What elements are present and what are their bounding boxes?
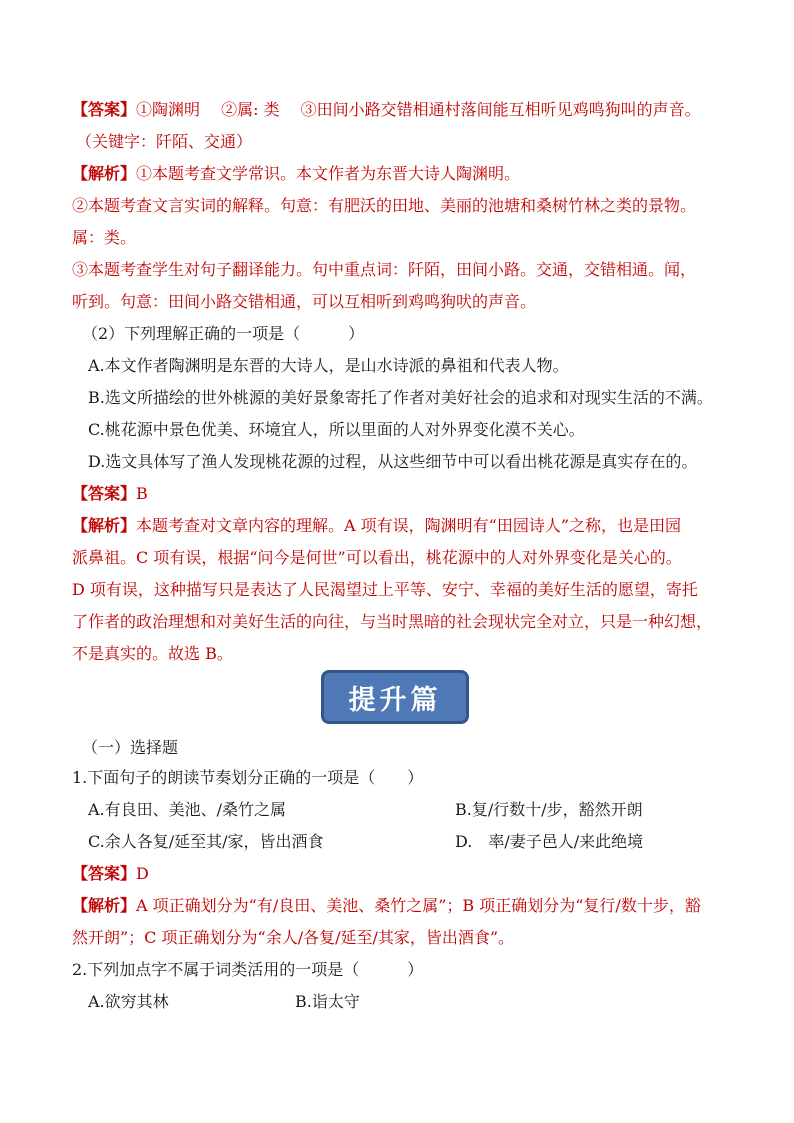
answer-line xyxy=(72,99,730,121)
analysis-line: 属：类。 xyxy=(72,228,137,247)
option-a: A.本文作者陶渊明是东晋的大诗人，是山水诗派的鼻祖和代表人物。 xyxy=(88,356,569,375)
analysis-tag: 【解析】 xyxy=(72,516,137,535)
analysis-line: 听到。句意：田间小路交错相通，可以互相听到鸡鸣狗吠的声音。 xyxy=(72,292,537,311)
option-d: D. 率/妻子邑人/来此绝境 xyxy=(455,832,644,851)
option-a: A.有良田、美池、/桑竹之属 xyxy=(88,800,287,819)
section-banner xyxy=(321,670,469,724)
answer-tag: 【答案】 xyxy=(72,864,137,883)
option-b: B.诣太守 xyxy=(295,992,360,1011)
banner-title: 提升篇 xyxy=(348,684,442,716)
answer-keywords: （关键字：阡陌、交通） xyxy=(76,132,253,151)
answer-tag: 【答案】 xyxy=(72,100,137,119)
question-stem: 2.下列加点字不属于词类活用的一项是（ ） xyxy=(72,960,424,979)
option-a: A.欲穷其林 xyxy=(88,992,169,1011)
analysis-tag: 【解析】 xyxy=(72,164,137,183)
analysis-line: 不是真实的。故选 B。 xyxy=(72,644,233,663)
analysis-line xyxy=(72,515,730,537)
answer-text: B xyxy=(136,484,148,503)
option-c: C.桃花源中景色优美、环境宜人，所以里面的人对外界变化漠不关心。 xyxy=(88,420,585,439)
option-row xyxy=(88,831,730,853)
analysis-line: ②本题考查文言实词的解释。句意：有肥沃的田地、美丽的池塘和桑树竹林之类的景物。 xyxy=(72,196,697,215)
analysis-line: ③本题考查学生对句子翻译能力。句中重点词：阡陌，田间小路。交通，交错相通。闻， xyxy=(72,260,697,279)
option-d: D.选文具体写了渔人发现桃花源的过程，从这些细节中可以看出桃花源是真实存在的。 xyxy=(88,452,698,471)
answer-tag: 【答案】 xyxy=(72,484,137,503)
option-b: B.选文所描绘的世外桃源的美好景象寄托了作者对美好社会的追求和对现实生活的不满。 xyxy=(88,388,713,407)
answer-line xyxy=(72,483,730,505)
answer-text: ①陶渊明 ②属: 类 ③田间小路交错相通村落间能互相听见鸡鸣狗叫的声音。 xyxy=(136,100,701,119)
analysis-line xyxy=(72,163,730,185)
analysis-tag: 【解析】 xyxy=(72,896,137,915)
option-row xyxy=(88,991,730,1013)
answer-text: D xyxy=(136,864,149,883)
analysis-text: A 项正确划分为“有/良田、美池、桑竹之属”；B 项正确划分为“复行/数十步，豁 xyxy=(136,896,701,915)
question-stem: （2）下列理解正确的一项是（ ） xyxy=(82,324,365,343)
analysis-line xyxy=(72,895,730,917)
option-b: B.复/行数十/步，豁然开朗 xyxy=(455,800,643,819)
analysis-line: 然开朗”；C 项正确划分为“余人/各复/延至/其家，皆出酒食”。 xyxy=(72,928,515,947)
section-heading: （一）选择题 xyxy=(82,738,179,757)
option-row xyxy=(88,799,730,821)
analysis-line: 了作者的政治理想和对美好生活的向往，与当时黑暗的社会现状完全对立，只是一种幻想， xyxy=(72,612,713,631)
analysis-text: ①本题考查文学常识。本文作者为东晋大诗人陶渊明。 xyxy=(136,164,521,183)
question-stem: 1.下面句子的朗读节奏划分正确的一项是（ ） xyxy=(72,768,424,787)
analysis-line: D 项有误，这种描写只是表达了人民渴望过上平等、安宁、幸福的美好生活的愿望，寄托 xyxy=(72,580,698,599)
analysis-line: 派鼻祖。C 项有误，根据“问今是何世”可以看出，桃花源中的人对外界变化是关心的。 xyxy=(72,548,682,567)
option-c: C.余人各复/延至其/家，皆出酒食 xyxy=(88,832,324,851)
answer-line xyxy=(72,863,730,885)
analysis-text: 本题考查对文章内容的理解。A 项有误，陶渊明有“田园诗人”之称，也是田园 xyxy=(136,516,682,535)
